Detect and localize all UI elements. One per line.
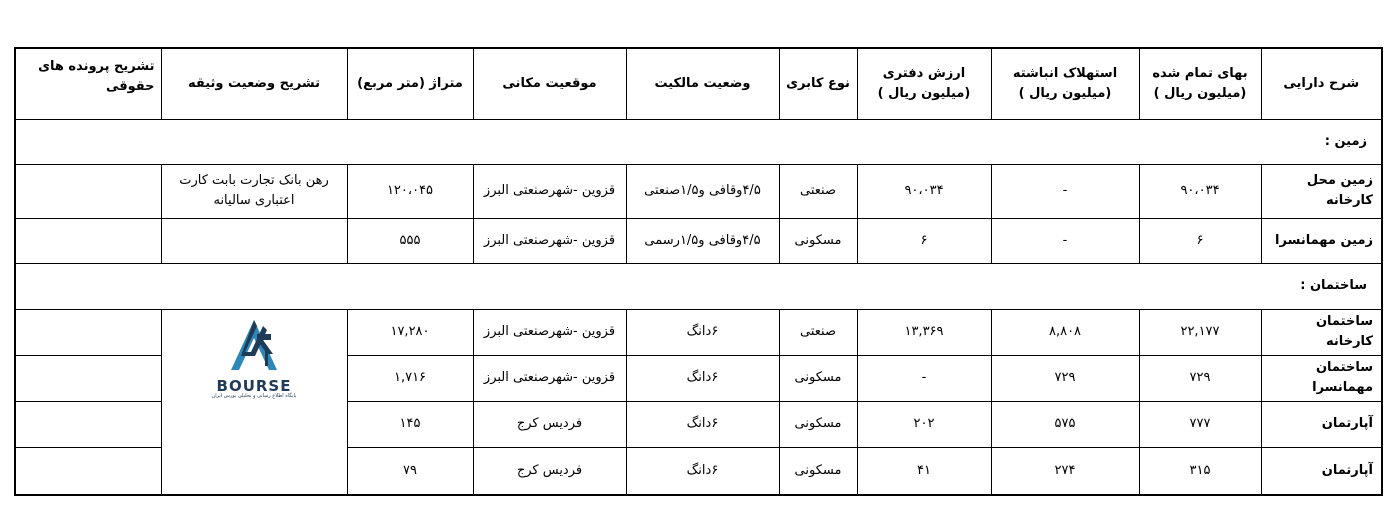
- cell-usage: مسکونی: [779, 355, 857, 401]
- cell-location: قزوین -شهرصنعتی البرز: [473, 355, 626, 401]
- cell-asset: ساختمان کارخانه: [1261, 309, 1382, 355]
- assets-table-wrapper: [14, 47, 1381, 494]
- cell-area: ۱۷,۲۸۰: [347, 309, 473, 355]
- cell-book-value: ۲۰۲: [857, 401, 991, 447]
- assets-table: [14, 47, 1383, 496]
- cell-book-value: ۴۱: [857, 447, 991, 495]
- section-land-label: زمین :: [15, 119, 1382, 164]
- header-ownership: وضعیت مالکیت: [626, 48, 779, 119]
- cell-legal: [15, 309, 161, 355]
- header-area: متراژ (متر مربع): [347, 48, 473, 119]
- cell-book-value: ۶: [857, 218, 991, 263]
- cell-cost: ۲۲,۱۷۷: [1139, 309, 1261, 355]
- table-row: [15, 218, 1382, 263]
- cell-legal: [15, 447, 161, 495]
- cell-cost: ۹۰،۰۳۴: [1139, 164, 1261, 218]
- cell-asset: ساختمان مهمانسرا: [1261, 355, 1382, 401]
- cell-area: ۱۲۰،۰۴۵: [347, 164, 473, 218]
- cell-ownership: ۴/۵وقافی و۱/۵صنعتی: [626, 164, 779, 218]
- cell-usage: مسکونی: [779, 401, 857, 447]
- cell-depreciation: ۸,۸۰۸: [991, 309, 1139, 355]
- cell-depreciation: ۵۷۵: [991, 401, 1139, 447]
- cell-legal: [15, 164, 161, 218]
- cell-book-value: -: [857, 355, 991, 401]
- header-location: موقعیت مکانی: [473, 48, 626, 119]
- cell-area: ۵۵۵: [347, 218, 473, 263]
- header-cost: بهای تمام شده (میلیون ریال ): [1139, 48, 1261, 119]
- cell-cost: ۷۷۷: [1139, 401, 1261, 447]
- bourse24-logo: [162, 316, 347, 400]
- cell-collateral-merged: [161, 309, 347, 495]
- cell-legal: [15, 355, 161, 401]
- header-book-value: ارزش دفتری (میلیون ریال ): [857, 48, 991, 119]
- header-row: [15, 48, 1382, 119]
- header-usage: نوع کابری: [779, 48, 857, 119]
- cell-book-value: ۹۰،۰۳۴: [857, 164, 991, 218]
- cell-ownership: ۶دانگ: [626, 355, 779, 401]
- logo-brand: BOURSE: [216, 376, 292, 395]
- cell-location: فردیس کرج: [473, 401, 626, 447]
- header-legal: تشریح پرونده های حقوقی: [15, 48, 161, 119]
- cell-location: قزوین -شهرصنعتی البرز: [473, 309, 626, 355]
- cell-cost: ۶: [1139, 218, 1261, 263]
- header-asset: شرح دارایی: [1261, 48, 1382, 119]
- cell-area: ۱,۷۱۶: [347, 355, 473, 401]
- cell-depreciation: ۲۷۴: [991, 447, 1139, 495]
- section-row-land: [15, 119, 1382, 164]
- cell-asset: زمین محل کارخانه: [1261, 164, 1382, 218]
- cell-collateral: [161, 218, 347, 263]
- cell-cost: ۳۱۵: [1139, 447, 1261, 495]
- table-row: [15, 309, 1382, 355]
- cell-location: قزوین -شهرصنعتی البرز: [473, 218, 626, 263]
- cell-location: قزوین -شهرصنعتی البرز: [473, 164, 626, 218]
- logo-tagline: پایگاه اطلاع رسانی و تحلیلی بورس ایران: [211, 392, 297, 399]
- cell-usage: صنعتی: [779, 164, 857, 218]
- cell-location: فردیس کرج: [473, 447, 626, 495]
- cell-depreciation: -: [991, 218, 1139, 263]
- cell-ownership: ۶دانگ: [626, 447, 779, 495]
- cell-collateral: رهن بانک تجارت بابت کارت اعتباری سالیانه: [161, 164, 347, 218]
- header-depreciation: استهلاک انباشته (میلیون ریال ): [991, 48, 1139, 119]
- cell-asset: آپارتمان: [1261, 447, 1382, 495]
- cell-ownership: ۶دانگ: [626, 401, 779, 447]
- cell-cost: ۷۲۹: [1139, 355, 1261, 401]
- cell-ownership: ۶دانگ: [626, 309, 779, 355]
- cell-legal: [15, 218, 161, 263]
- cell-asset: آپارتمان: [1261, 401, 1382, 447]
- cell-usage: مسکونی: [779, 218, 857, 263]
- cell-ownership: ۴/۵وقافی و۱/۵رسمی: [626, 218, 779, 263]
- cell-legal: [15, 401, 161, 447]
- table-row: [15, 164, 1382, 218]
- section-building-label: ساختمان :: [15, 263, 1382, 309]
- cell-usage: مسکونی: [779, 447, 857, 495]
- section-row-building: [15, 263, 1382, 309]
- cell-book-value: ۱۳,۳۶۹: [857, 309, 991, 355]
- header-collateral: تشریح وضعیت وثیقه: [161, 48, 347, 119]
- cell-usage: صنعتی: [779, 309, 857, 355]
- cell-asset: زمین مهمانسرا: [1261, 218, 1382, 263]
- cell-depreciation: ۷۲۹: [991, 355, 1139, 401]
- bourse24-emblem-icon: [211, 316, 297, 372]
- cell-depreciation: -: [991, 164, 1139, 218]
- cell-area: ۱۴۵: [347, 401, 473, 447]
- cell-area: ۷۹: [347, 447, 473, 495]
